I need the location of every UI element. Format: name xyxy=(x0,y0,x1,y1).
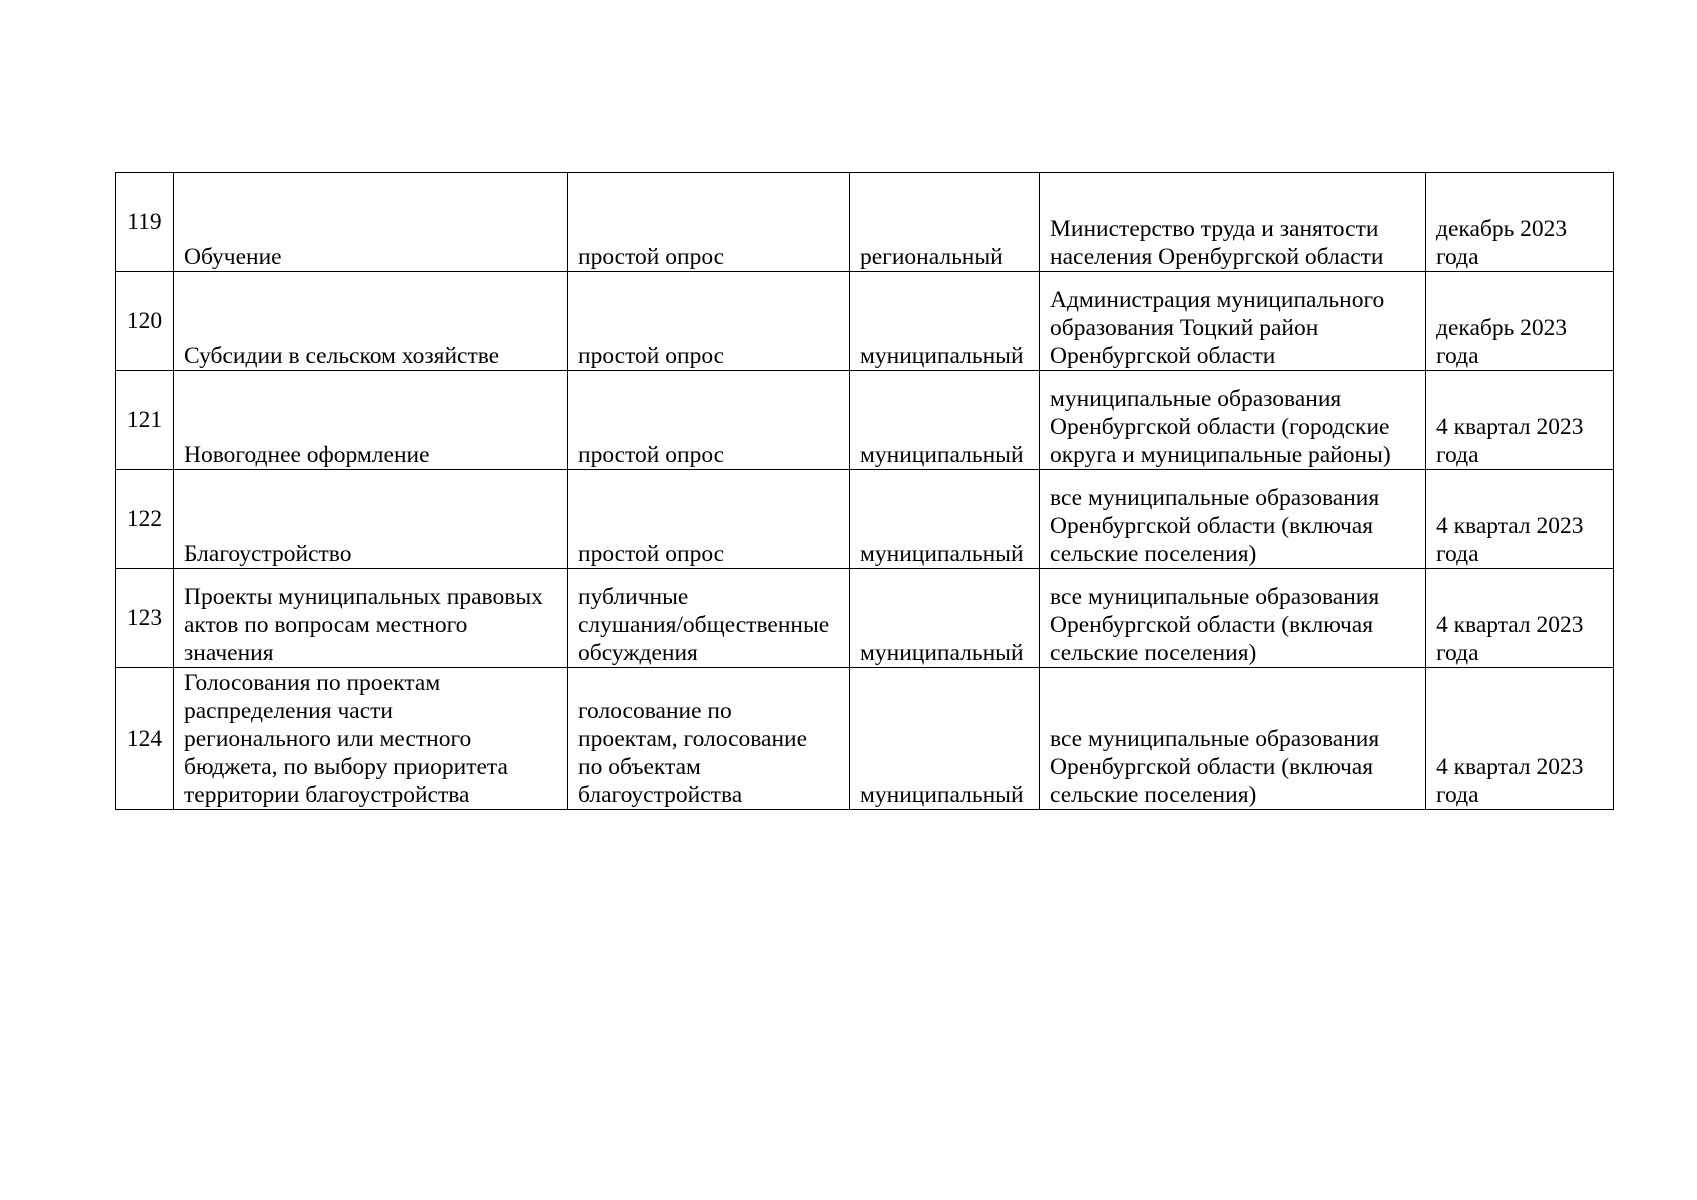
organizer-cell: муниципальные образования Оренбургской области (городские округа и муниципальные районы) xyxy=(1040,371,1426,470)
date-cell: 4 квартал 2023 года xyxy=(1426,668,1614,810)
organizer-cell: Министерство труда и занятости населения Оренбургской области xyxy=(1040,173,1426,272)
form-cell: простой опрос xyxy=(568,173,850,272)
table-row xyxy=(116,470,1614,569)
table-row xyxy=(116,173,1614,272)
table-row xyxy=(116,272,1614,371)
events-table xyxy=(115,172,1614,810)
topic-cell: Новогоднее оформление xyxy=(174,371,568,470)
form-cell: простой опрос xyxy=(568,470,850,569)
topic-cell: Проекты муниципальных правовых актов по вопросам местного значения xyxy=(174,569,568,668)
topic-cell: Благоустройство xyxy=(174,470,568,569)
level-cell: региональный xyxy=(850,173,1040,272)
row-number: 124 xyxy=(116,668,174,810)
row-number: 123 xyxy=(116,569,174,668)
organizer-cell: все муниципальные образования Оренбургской области (включая сельские поселения) xyxy=(1040,470,1426,569)
level-cell: муниципальный xyxy=(850,668,1040,810)
topic-cell: Субсидии в сельском хозяйстве xyxy=(174,272,568,371)
row-number: 122 xyxy=(116,470,174,569)
date-cell: 4 квартал 2023 года xyxy=(1426,569,1614,668)
form-cell: простой опрос xyxy=(568,272,850,371)
level-cell: муниципальный xyxy=(850,272,1040,371)
date-cell: 4 квартал 2023 года xyxy=(1426,371,1614,470)
organizer-cell: Администрация муниципального образования Тоцкий район Оренбургской области xyxy=(1040,272,1426,371)
form-cell: голосование по проектам, голосование по объектам благоустройства xyxy=(568,668,850,810)
date-cell: 4 квартал 2023 года xyxy=(1426,470,1614,569)
table-row xyxy=(116,569,1614,668)
form-cell: простой опрос xyxy=(568,371,850,470)
form-cell: публичные слушания/общественные обсуждения xyxy=(568,569,850,668)
table-row xyxy=(116,371,1614,470)
date-cell: декабрь 2023 года xyxy=(1426,173,1614,272)
level-cell: муниципальный xyxy=(850,371,1040,470)
row-number: 119 xyxy=(116,173,174,272)
row-number: 121 xyxy=(116,371,174,470)
table-row xyxy=(116,668,1614,810)
level-cell: муниципальный xyxy=(850,470,1040,569)
date-cell: декабрь 2023 года xyxy=(1426,272,1614,371)
row-number: 120 xyxy=(116,272,174,371)
topic-cell: Обучение xyxy=(174,173,568,272)
topic-cell: Голосования по проектам распределения части регионального или местного бюджета, по выбору приоритета территории благоустройства xyxy=(174,668,568,810)
organizer-cell: все муниципальные образования Оренбургской области (включая сельские поселения) xyxy=(1040,569,1426,668)
organizer-cell: все муниципальные образования Оренбургской области (включая сельские поселения) xyxy=(1040,668,1426,810)
level-cell: муниципальный xyxy=(850,569,1040,668)
